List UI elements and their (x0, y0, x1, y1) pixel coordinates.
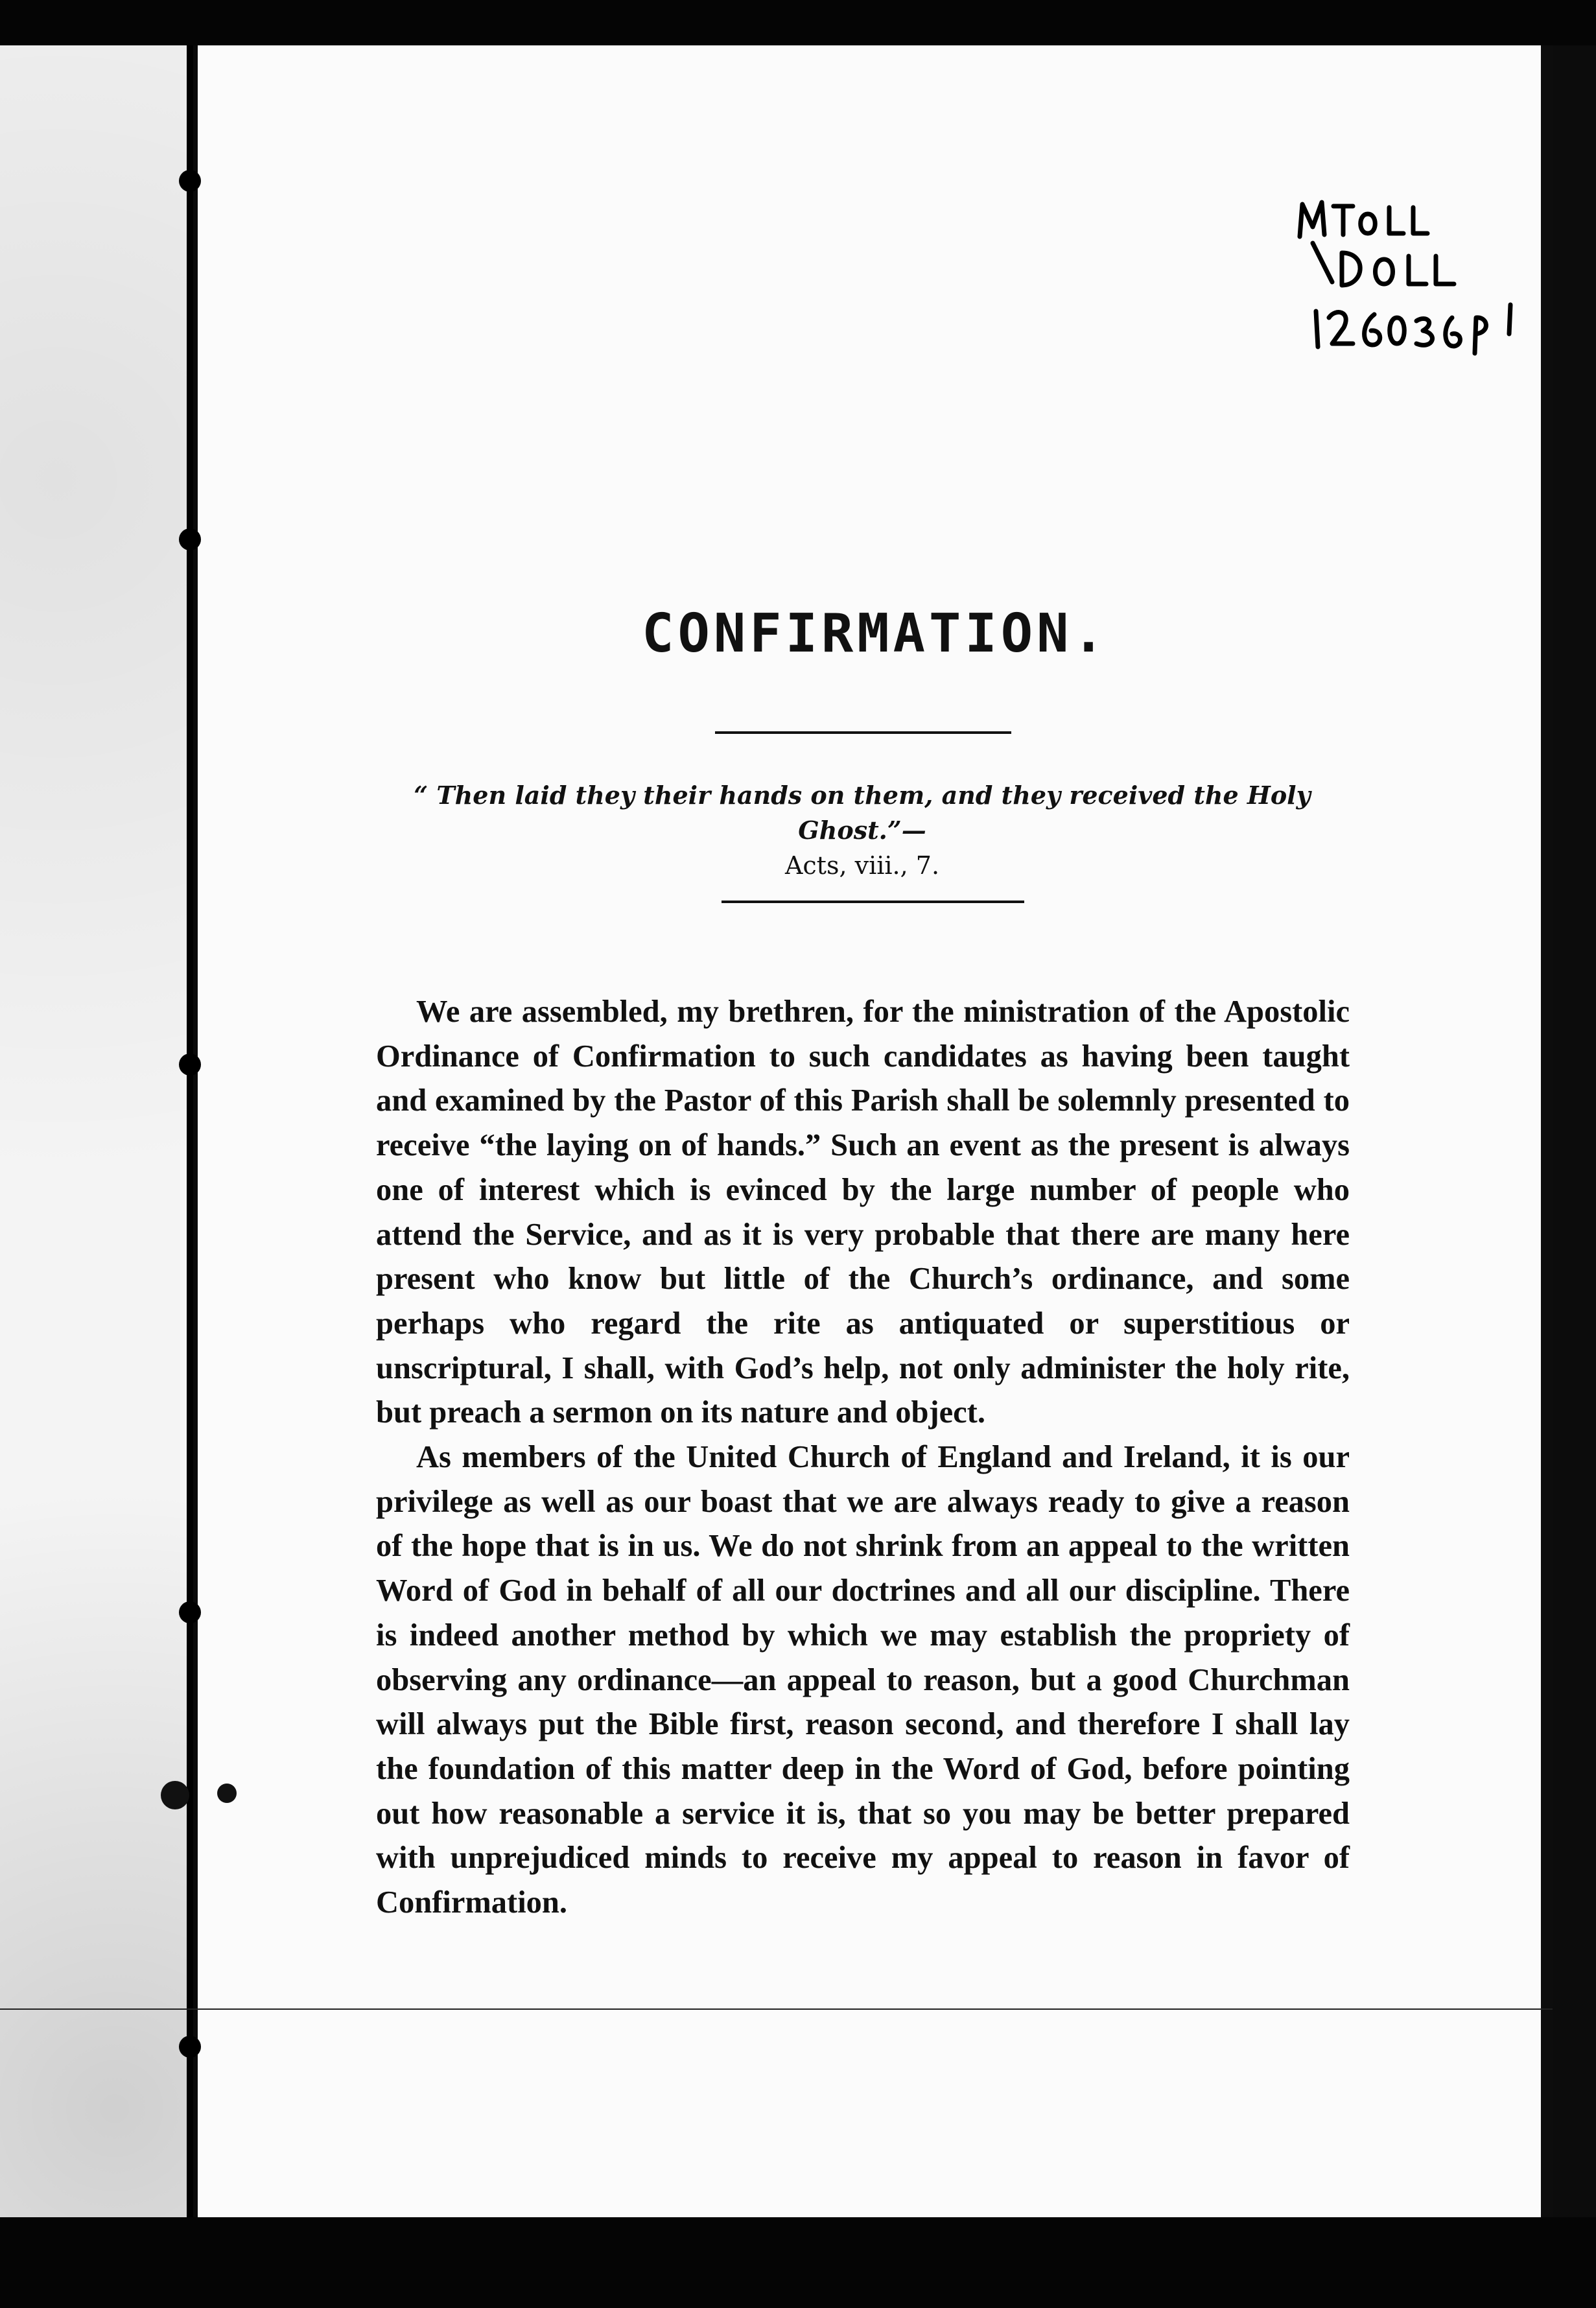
binding-stitch (179, 1601, 201, 1623)
facing-page-edge (0, 45, 191, 2217)
epigraph-citation: Acts, viii., 7. (784, 851, 940, 880)
epigraph-rule (722, 901, 1024, 903)
paragraph: As members of the United Church of England and Ireland, it is our privilege as well as our boast that we are always ready to give a reason of the hope that is in us. We do not shrink from an appeal to the written Word of God in behalf of all our doctrines and all our discipline. There is indeed another method by which we may establish the propriety of observing any ordinance—an appeal to reason, but a good Churchman will always put the Bible first, reason second, and therefore I shall lay the foundation of this matter deep in the Word of God, before pointing out how reasonable a service it is, that so you may be better prepared with unprejudiced minds to receive my appeal to reason in favor of Confirmation. (376, 1440, 1350, 1920)
page-title: CONFIRMATION. (642, 603, 1109, 665)
paragraph: We are assembled, my brethren, for the ministration of the Apostolic Ordinance of Confirmation to such candidates as having been taught and examined by the Pastor of this Parish shall be solemnly presented to receive “the laying on of hands.” Such an event as the present is always one of interest which is evinced by the large number of people who attend the Service, and as it is very probable that there are many here present who know but little of the Church’s ordinance, and some perhaps who regard the rite as antiquated or superstitious or unscriptural, I shall, with God’s help, not only administer the holy rite, but preach a sermon on its nature and object. (376, 995, 1350, 1430)
epigraph (363, 778, 1361, 883)
binding-stitch (179, 528, 201, 550)
sermon-body (376, 990, 1350, 1925)
page-fold-line (0, 2008, 1553, 2010)
scan-border-right (1553, 45, 1596, 2217)
binding-stitch (179, 2036, 201, 2058)
scan-border-bottom (0, 2217, 1596, 2308)
binding-stitch (179, 1054, 201, 1076)
binding-stitch (179, 170, 201, 192)
handwritten-shelfmark (1293, 188, 1520, 370)
scan-border-top (0, 0, 1596, 45)
title-rule (715, 731, 1011, 734)
epigraph-quote: “ Then laid they their hands on them, and they received the Holy Ghost.”— (414, 781, 1311, 845)
ink-blot (217, 1784, 237, 1803)
ink-blot (161, 1781, 189, 1809)
binding-line (187, 45, 193, 2217)
